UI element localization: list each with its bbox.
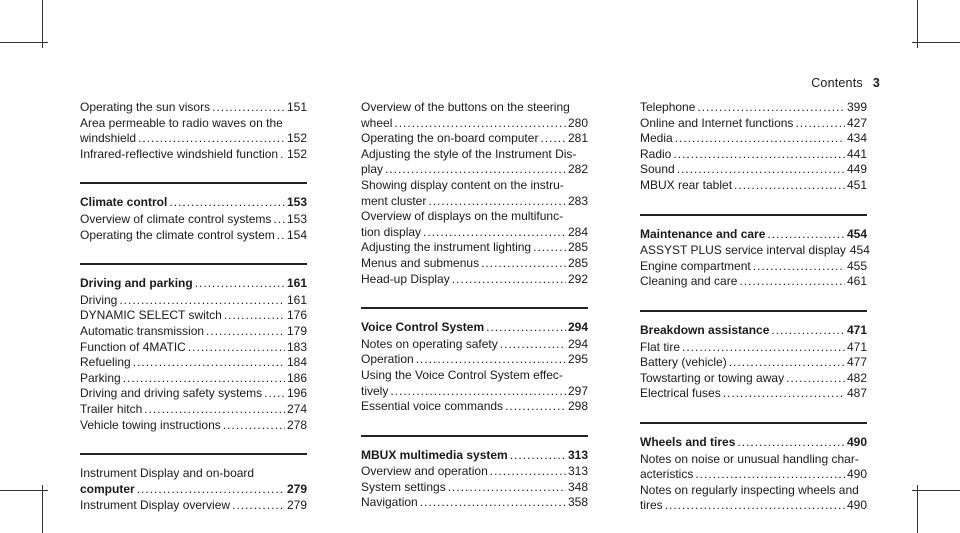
- entry-line: Notes on noise or unusual handling char-: [640, 451, 859, 466]
- leader-dots: [795, 116, 845, 132]
- entry-title: tion display: [361, 224, 422, 239]
- leader-dots: [540, 131, 566, 147]
- entry-title: Towstarting or towing away: [640, 370, 785, 385]
- entry-line: Showing display content on the instru-: [361, 177, 564, 192]
- entry-page-number: 281: [567, 131, 588, 146]
- section-heading[interactable]: [361, 448, 588, 464]
- toc-entry[interactable]: [80, 324, 307, 340]
- section-heading[interactable]: [640, 323, 867, 339]
- toc-entry[interactable]: [640, 131, 867, 147]
- entry-page-number: 313: [567, 464, 588, 479]
- entry-page-number: 292: [567, 271, 588, 286]
- toc-entry[interactable]: [361, 368, 588, 399]
- entry-row: [361, 352, 588, 368]
- entry-title: Radio: [640, 146, 672, 161]
- entry-row: [640, 355, 867, 371]
- entry-row: [80, 100, 307, 116]
- entry-page-number: 490: [846, 467, 867, 482]
- section-title: Climate control: [80, 195, 168, 210]
- entry-page-number: 297: [567, 383, 588, 398]
- leader-dots: [448, 480, 566, 496]
- toc-lead-entries: [640, 100, 867, 194]
- section-page-number: 313: [567, 447, 588, 462]
- entry-row: [80, 482, 307, 498]
- entry-page-number: 196: [286, 386, 307, 401]
- entry-row: [361, 256, 588, 272]
- section-page-number: 471: [846, 322, 867, 337]
- leader-dots: [786, 371, 845, 387]
- entry-line: Notes on regularly inspecting wheels and: [640, 482, 859, 497]
- leader-dots: [505, 399, 566, 415]
- entry-page-number: 298: [567, 399, 588, 414]
- entry-line: Area permeable to radio waves on the: [80, 115, 283, 130]
- entry-title: Navigation: [361, 495, 418, 510]
- entry-title: Electrical fuses: [640, 386, 721, 401]
- entry-row: [80, 355, 307, 371]
- entry-title: Infrared-reflective windshield function: [80, 146, 279, 161]
- leader-dots: [277, 228, 285, 244]
- toc-entry[interactable]: [80, 355, 307, 371]
- crop-mark: [917, 485, 918, 533]
- toc-entry[interactable]: [640, 243, 870, 259]
- entry-title: Engine compartment: [640, 258, 751, 273]
- toc-section: [640, 422, 867, 514]
- entry-row: [640, 498, 867, 514]
- leader-dots: [500, 337, 566, 353]
- entry-title: play: [361, 162, 384, 177]
- entry-row: [80, 131, 307, 147]
- toc-entry[interactable]: [361, 480, 588, 496]
- leader-dots: [212, 100, 285, 116]
- section-title: MBUX multimedia system: [361, 447, 508, 462]
- entry-row: [640, 243, 870, 259]
- entry-row: [640, 116, 867, 132]
- entry-row: [80, 212, 307, 228]
- leader-dots: [723, 386, 845, 402]
- entry-page-number: 399: [846, 100, 867, 114]
- entry-title: MBUX rear tablet: [640, 177, 733, 192]
- leader-dots: [133, 355, 285, 371]
- entry-title: Overview of climate control systems: [80, 211, 272, 226]
- entry-title: Online and Internet functions: [640, 115, 794, 130]
- section-page-number: 454: [846, 226, 867, 241]
- entry-row: [361, 272, 588, 288]
- entry-page-number: 477: [846, 355, 867, 370]
- entry-row: [80, 418, 307, 434]
- leader-dots: [677, 162, 845, 178]
- entry-page-number: 284: [567, 224, 588, 239]
- entry-page-number: 294: [567, 336, 588, 351]
- leader-dots: [737, 435, 845, 451]
- leader-dots: [123, 371, 285, 387]
- entry-row: [640, 435, 867, 451]
- section-page-number: 490: [846, 434, 867, 449]
- toc-entry[interactable]: [640, 483, 867, 514]
- leader-dots: [423, 225, 566, 241]
- leader-dots: [280, 147, 285, 163]
- entry-title: wheel: [361, 115, 393, 130]
- entry-title: DYNAMIC SELECT switch: [80, 308, 222, 323]
- entry-page-number: 183: [286, 339, 307, 354]
- leader-dots: [729, 355, 845, 371]
- entry-title: Overview and operation: [361, 464, 488, 479]
- entry-row: [361, 464, 588, 480]
- leader-dots: [385, 162, 566, 178]
- entry-title: windshield: [80, 131, 137, 146]
- entry-page-number: 278: [286, 417, 307, 432]
- entry-title: Instrument Display overview: [80, 498, 231, 513]
- entry-row: [80, 371, 307, 387]
- entry-title: Operation: [361, 352, 414, 367]
- toc-section: [640, 214, 870, 290]
- header-title: Contents: [811, 76, 863, 90]
- entry-row: [80, 308, 307, 324]
- leader-dots: [390, 384, 566, 400]
- entry-row: [640, 131, 867, 147]
- entry-title: Refueling: [80, 355, 131, 370]
- leader-dots: [138, 131, 285, 147]
- entry-page-number: 274: [286, 401, 307, 416]
- leader-dots: [273, 212, 285, 228]
- toc-entry[interactable]: [80, 147, 307, 163]
- leader-dots: [144, 402, 285, 418]
- entry-page-number: 154: [286, 227, 307, 242]
- leader-dots: [486, 320, 566, 336]
- toc-entry[interactable]: [361, 178, 588, 209]
- section-heading[interactable]: [80, 276, 307, 292]
- toc-entry[interactable]: [361, 147, 588, 178]
- crop-mark: [42, 485, 43, 533]
- crop-mark: [912, 42, 960, 43]
- toc-entry[interactable]: [80, 212, 307, 228]
- entry-page-number: 282: [567, 162, 588, 177]
- entry-row: [80, 340, 307, 356]
- toc-entry[interactable]: [80, 228, 307, 244]
- entry-line: Instrument Display and on-board: [80, 466, 255, 481]
- entry-page-number: 176: [286, 308, 307, 323]
- section-page-number: 294: [567, 320, 588, 335]
- toc-section: [80, 453, 307, 514]
- entry-row: [361, 384, 588, 400]
- entry-row: [640, 323, 867, 339]
- entry-row: [640, 227, 867, 243]
- entry-row: [361, 399, 588, 415]
- entry-line: Overview of the buttons on the steering: [361, 100, 570, 114]
- entry-title: Automatic transmission: [80, 323, 205, 338]
- entry-row: [80, 147, 307, 163]
- leader-dots: [428, 194, 566, 210]
- entry-title: Cleaning and care: [640, 274, 738, 289]
- leader-dots: [223, 418, 285, 434]
- entry-title: Menus and submenus: [361, 255, 480, 270]
- toc-section: [80, 182, 307, 243]
- leader-dots: [232, 498, 285, 514]
- entry-title: Media: [640, 131, 673, 146]
- leader-dots: [682, 340, 845, 356]
- leader-dots: [224, 308, 285, 324]
- toc-entry[interactable]: [361, 209, 588, 240]
- leader-dots: [206, 324, 285, 340]
- entry-page-number: 455: [846, 258, 867, 273]
- entry-title: System settings: [361, 479, 446, 494]
- toc-entry[interactable]: [640, 371, 867, 387]
- section-page-number: 161: [286, 276, 307, 291]
- entry-line: Overview of displays on the multifunc-: [361, 209, 564, 224]
- entry-page-number: 153: [286, 211, 307, 226]
- entry-title: Sound: [640, 162, 675, 177]
- entry-page-number: 152: [286, 131, 307, 146]
- entry-row: [640, 371, 867, 387]
- toc-section: [640, 310, 867, 402]
- entry-row: [361, 495, 588, 511]
- leader-dots: [195, 276, 285, 292]
- entry-title: tires: [640, 498, 663, 513]
- toc-entry[interactable]: [80, 340, 307, 356]
- entry-page-number: 184: [286, 355, 307, 370]
- entry-page-number: 151: [286, 100, 307, 114]
- section-title: Breakdown assistance: [640, 322, 770, 337]
- toc-entry[interactable]: [640, 386, 867, 402]
- section-title: Maintenance and care: [640, 226, 766, 241]
- entry-page-number: 285: [567, 240, 588, 255]
- entry-row: [80, 228, 307, 244]
- section-heading[interactable]: [640, 435, 867, 451]
- entry-page-number: 490: [846, 498, 867, 513]
- entry-row: [80, 386, 307, 402]
- leader-dots: [675, 131, 845, 147]
- entry-row: [640, 162, 867, 178]
- entry-title: Trailer hitch: [80, 401, 143, 416]
- toc-lead-entries: [80, 100, 307, 162]
- toc-entry[interactable]: [361, 352, 588, 368]
- entry-title: acteristics: [640, 467, 694, 482]
- header-page-number: 3: [872, 76, 880, 90]
- leader-dots: [695, 467, 845, 483]
- entry-page-number: 482: [846, 370, 867, 385]
- entry-row: [80, 324, 307, 340]
- leader-dots: [264, 386, 285, 402]
- entry-row: [640, 467, 867, 483]
- entry-page-number: 441: [846, 146, 867, 161]
- crop-mark: [912, 490, 960, 491]
- leader-dots: [767, 227, 845, 243]
- entry-page-number: 295: [567, 352, 588, 367]
- entry-row: [361, 337, 588, 353]
- entry-row: [361, 480, 588, 496]
- crop-mark: [0, 490, 48, 491]
- entry-row: [80, 195, 307, 211]
- entry-title: ment cluster: [361, 193, 427, 208]
- entry-page-number: 427: [846, 115, 867, 130]
- entry-page-number: 434: [846, 131, 867, 146]
- entry-row: [361, 194, 588, 210]
- section-heading[interactable]: [640, 227, 867, 243]
- crop-mark: [42, 0, 43, 48]
- entry-title: Head-up Display: [361, 271, 450, 286]
- entry-page-number: 451: [846, 177, 867, 192]
- entry-row: [80, 276, 307, 292]
- entry-page-number: 161: [286, 292, 307, 307]
- section-page-number: 153: [286, 195, 307, 210]
- entry-title: tively: [361, 383, 389, 398]
- toc-entry[interactable]: [80, 116, 307, 147]
- crop-mark: [917, 0, 918, 48]
- toc-section: [361, 307, 588, 415]
- toc-entry[interactable]: [361, 464, 588, 480]
- running-header: [811, 76, 880, 90]
- leader-dots: [452, 272, 566, 288]
- entry-title: Operating the on-board computer: [361, 131, 539, 146]
- leader-dots: [510, 448, 566, 464]
- toc-entry[interactable]: [80, 371, 307, 387]
- leader-dots: [533, 240, 566, 256]
- entry-row: [640, 178, 867, 194]
- entry-page-number: 487: [846, 386, 867, 401]
- toc-entry[interactable]: [80, 498, 307, 514]
- toc-entry[interactable]: [361, 272, 588, 288]
- toc-entry[interactable]: [361, 399, 588, 415]
- toc-entry[interactable]: [640, 259, 867, 275]
- toc-entry[interactable]: [80, 100, 307, 116]
- leader-dots: [771, 323, 845, 339]
- entry-page-number: 461: [846, 274, 867, 289]
- toc-section: [361, 435, 588, 511]
- toc-entry[interactable]: [361, 495, 588, 511]
- entry-page-number: 348: [567, 479, 588, 494]
- toc-entry[interactable]: [640, 100, 867, 116]
- entry-row: [640, 274, 867, 290]
- toc-section: [80, 263, 307, 433]
- toc-entry[interactable]: [361, 240, 588, 256]
- leader-dots: [137, 482, 285, 498]
- entry-page-number: 285: [567, 255, 588, 270]
- toc-entry[interactable]: [361, 337, 588, 353]
- leader-dots: [169, 195, 285, 211]
- entry-row: [640, 340, 867, 356]
- section-title: Voice Control System: [361, 320, 485, 335]
- entry-row: [361, 162, 588, 178]
- leader-dots: [753, 259, 845, 275]
- section-title: Wheels and tires: [640, 434, 736, 449]
- toc-entry[interactable]: [640, 355, 867, 371]
- entry-title: ASSYST PLUS service interval display: [640, 243, 846, 258]
- toc-entry[interactable]: [361, 131, 588, 147]
- leader-dots: [188, 340, 285, 356]
- toc-column-1: [80, 100, 307, 514]
- entry-row: [361, 240, 588, 256]
- toc-entry[interactable]: [640, 178, 867, 194]
- toc-entry[interactable]: [80, 402, 307, 418]
- entry-page-number: 280: [567, 115, 588, 130]
- section-page-number: 279: [286, 481, 307, 496]
- entry-title: Vehicle towing instructions: [80, 417, 221, 432]
- entry-line: Adjusting the style of the Instrument Dis-: [361, 146, 577, 161]
- leader-dots: [490, 464, 566, 480]
- leader-dots: [697, 100, 845, 116]
- entry-page-number: 179: [286, 323, 307, 338]
- entry-page-number: 454: [849, 243, 870, 258]
- toc-entry[interactable]: [640, 274, 867, 290]
- entry-row: [361, 116, 588, 132]
- leader-dots: [394, 116, 566, 132]
- entry-title: Operating the climate control system: [80, 227, 275, 242]
- toc-entry[interactable]: [80, 386, 307, 402]
- entry-title: Driving: [80, 292, 118, 307]
- entry-row: [361, 131, 588, 147]
- entry-row: [640, 259, 867, 275]
- entry-title: Notes on operating safety: [361, 336, 498, 351]
- toc-entry[interactable]: [640, 162, 867, 178]
- entry-row: [640, 386, 867, 402]
- entry-row: [80, 498, 307, 514]
- toc-entry[interactable]: [80, 308, 307, 324]
- entry-page-number: 186: [286, 370, 307, 385]
- toc-entry[interactable]: [640, 147, 867, 163]
- leader-dots: [416, 352, 566, 368]
- entry-title: Adjusting the instrument lighting: [361, 240, 532, 255]
- toc-entry[interactable]: [361, 256, 588, 272]
- section-heading[interactable]: [80, 466, 307, 497]
- entry-title: Function of 4MATIC: [80, 339, 186, 354]
- crop-mark: [0, 42, 48, 43]
- leader-dots: [481, 256, 566, 272]
- leader-dots: [119, 293, 285, 309]
- section-heading[interactable]: [361, 320, 588, 336]
- toc-column-2: [361, 100, 588, 511]
- toc-entry[interactable]: [80, 418, 307, 434]
- leader-dots: [734, 178, 845, 194]
- leader-dots: [420, 495, 566, 511]
- entry-line: Using the Voice Control System effec-: [361, 367, 563, 382]
- entry-page-number: 152: [286, 146, 307, 161]
- section-heading[interactable]: [80, 195, 307, 211]
- leader-dots: [665, 498, 845, 514]
- leader-dots: [673, 147, 845, 163]
- entry-page-number: 358: [567, 495, 588, 510]
- entry-row: [80, 293, 307, 309]
- entry-title: Telephone: [640, 100, 696, 114]
- entry-row: [361, 320, 588, 336]
- entry-row: [361, 448, 588, 464]
- toc-column-3: [640, 100, 870, 514]
- toc-entry[interactable]: [640, 452, 867, 483]
- entry-title: Flat tire: [640, 339, 681, 354]
- entry-row: [361, 225, 588, 241]
- toc-entry[interactable]: [361, 100, 588, 131]
- leader-dots: [739, 274, 845, 290]
- entry-row: [80, 402, 307, 418]
- entry-page-number: 449: [846, 162, 867, 177]
- entry-title: Essential voice commands: [361, 399, 504, 414]
- toc-entry[interactable]: [640, 340, 867, 356]
- section-title: Driving and parking: [80, 276, 193, 291]
- entry-row: [640, 100, 867, 116]
- toc-entry[interactable]: [640, 116, 867, 132]
- toc-entry[interactable]: [80, 293, 307, 309]
- toc-lead-entries: [361, 100, 588, 287]
- section-title: computer: [80, 481, 135, 496]
- entry-title: Operating the sun visors: [80, 100, 211, 114]
- entry-title: Parking: [80, 370, 121, 385]
- entry-page-number: 471: [846, 339, 867, 354]
- entry-page-number: 279: [286, 498, 307, 513]
- entry-title: Driving and driving safety systems: [80, 386, 263, 401]
- entry-page-number: 283: [567, 193, 588, 208]
- entry-title: Battery (vehicle): [640, 355, 727, 370]
- entry-row: [640, 147, 867, 163]
